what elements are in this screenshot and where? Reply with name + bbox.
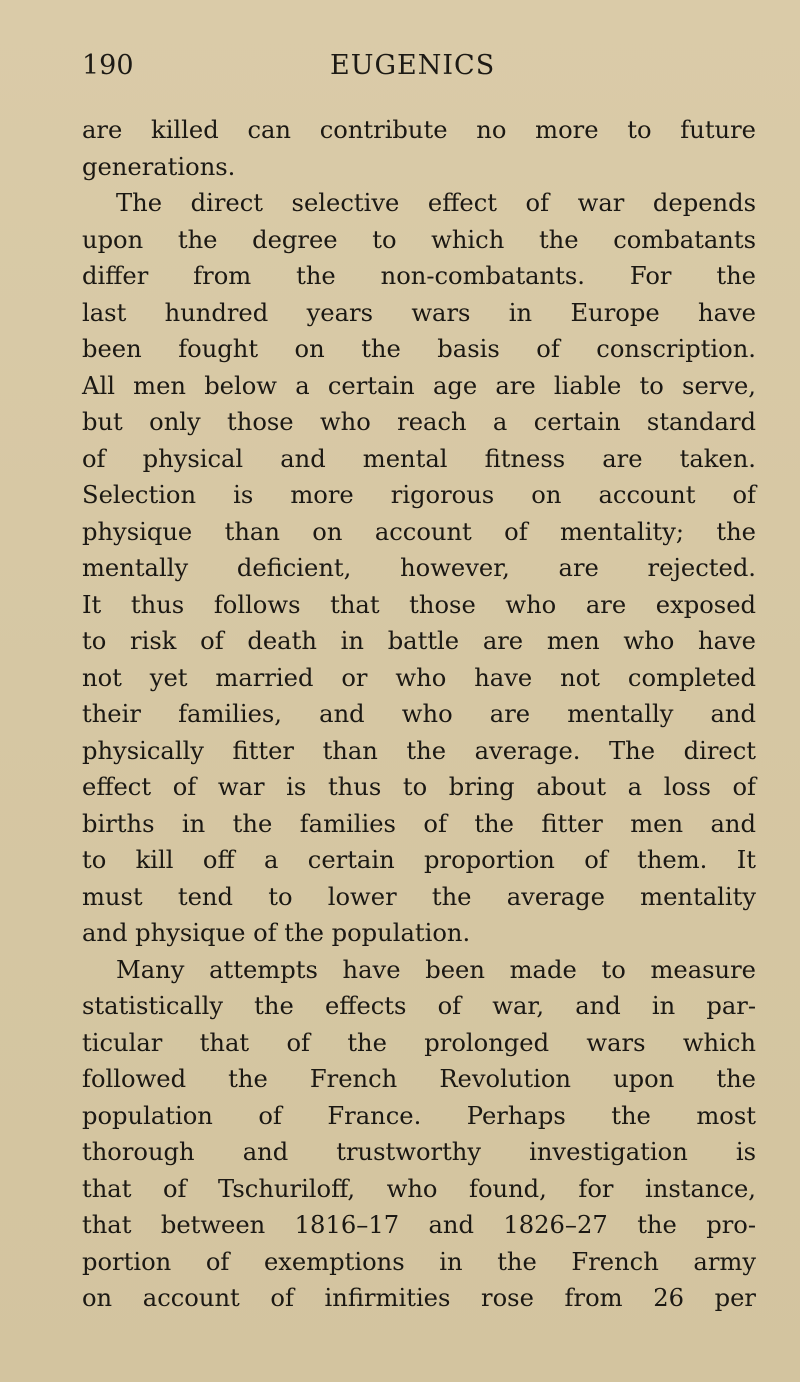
page-number: 190 [82, 50, 134, 81]
text-line: births in the families of the fitter men and [82, 809, 756, 838]
text-line: last hundred years wars in Europe have [82, 298, 756, 327]
text-line: must tend to lower the average mentality [82, 882, 756, 911]
text-line: on account of infirmities rose from 26 per [82, 1284, 756, 1312]
page-header [82, 50, 722, 100]
text-line: Many attempts have been made to measure [116, 955, 756, 984]
text-line: population of France. Perhaps the most [82, 1101, 756, 1130]
text-line: that of Tschuriloff, who found, for instance, [82, 1174, 756, 1203]
text-line: to risk of death in battle are men who have [82, 627, 756, 655]
text-line: statistically the effects of war, and in par- [82, 992, 756, 1020]
text-line: effect of war is thus to bring about a loss of [82, 773, 756, 801]
text-line: It thus follows that those who are exposed [82, 590, 756, 619]
text-line: All men below a certain age are liable to serve, [82, 371, 756, 400]
running-title: EUGENICS [330, 50, 496, 81]
body-text [82, 112, 756, 1317]
text-line: physically fitter than the average. The direct [82, 736, 756, 765]
text-line: differ from the non-combatants. For the [82, 262, 756, 290]
text-line: ticular that of the prolonged wars which [82, 1028, 756, 1057]
text-line: mentally deficient, however, are rejected. [82, 554, 756, 582]
text-line: Selection is more rigorous on account of [82, 481, 756, 509]
text-line: followed the French Revolution upon the [82, 1065, 756, 1093]
text-line: generations. [82, 152, 236, 181]
text-line: been fought on the basis of conscription. [82, 335, 756, 363]
text-line: thorough and trustworthy investigation is [82, 1138, 756, 1166]
text-line: physique than on account of mentality; the [82, 517, 756, 546]
text-line: of physical and mental fitness are taken. [82, 444, 756, 473]
text-line: are killed can contribute no more to future [82, 116, 756, 144]
text-line: their families, and who are mentally and [82, 700, 756, 728]
text-line: but only those who reach a certain standard [82, 408, 756, 436]
text-line: The direct selective effect of war depends [116, 189, 756, 217]
text-line: portion of exemptions in the French army [82, 1247, 756, 1276]
text-line: that between 1816–17 and 1826–27 the pro- [82, 1211, 756, 1239]
text-line: not yet married or who have not completed [82, 663, 756, 692]
text-line: upon the degree to which the combatants [82, 225, 756, 254]
text-line: to kill off a certain proportion of them. It [82, 846, 756, 874]
text-line: and physique of the population. [82, 919, 471, 947]
